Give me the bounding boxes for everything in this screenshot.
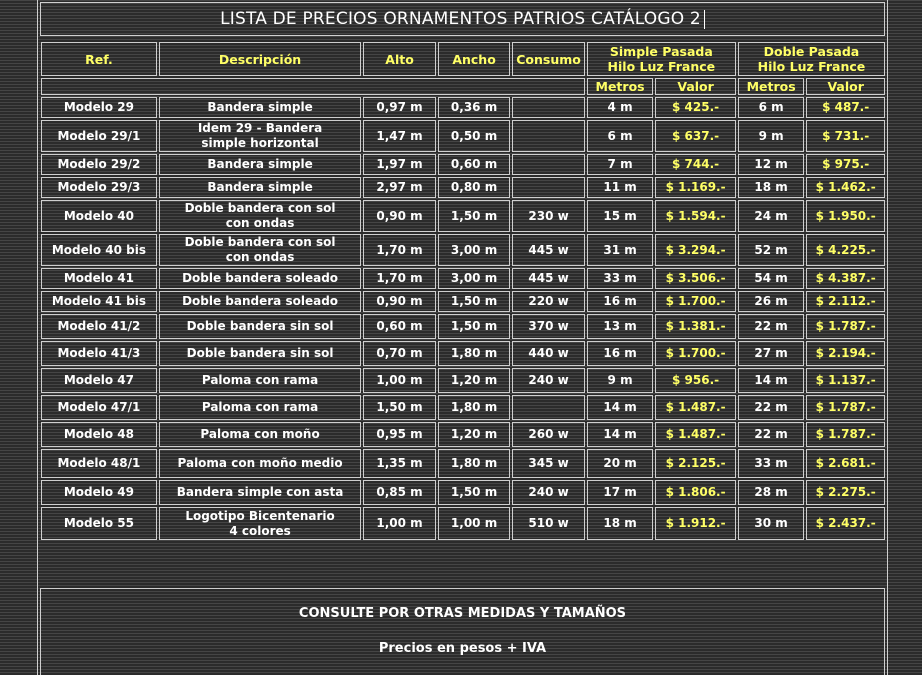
header-row — [41, 42, 885, 76]
cell-simple-metros: 9 m — [587, 368, 653, 393]
table-row — [41, 200, 885, 232]
cell-descripcion — [159, 395, 361, 420]
cell-consumo: 445 w — [512, 234, 585, 266]
table-row — [41, 177, 885, 198]
cell-doble-valor: $ 1.950.- — [806, 200, 885, 232]
cell-doble-valor: $ 2.437.- — [806, 507, 885, 540]
description-line: con ondas — [225, 216, 295, 230]
cell-descripcion — [159, 154, 361, 175]
subheader-row — [41, 78, 885, 95]
header-doble-valor: Valor — [806, 78, 885, 95]
cell-consumo: 370 w — [512, 314, 585, 339]
description-line: Doble bandera sin sol — [186, 319, 334, 333]
table-row — [41, 341, 885, 366]
cell-doble-metros: 9 m — [738, 120, 804, 152]
cell-descripcion — [159, 234, 361, 266]
cell-doble-valor: $ 731.- — [806, 120, 885, 152]
cell-doble-valor: $ 1.787.- — [806, 395, 885, 420]
description-line: Paloma con moño medio — [177, 456, 343, 470]
table-row — [41, 395, 885, 420]
cell-doble-metros: 18 m — [738, 177, 804, 198]
header-descripcion: Descripción — [159, 42, 361, 76]
cell-consumo: 240 w — [512, 368, 585, 393]
cell-simple-valor: $ 425.- — [655, 97, 736, 118]
cell-consumo — [512, 154, 585, 175]
cell-alto: 1,00 m — [363, 368, 436, 393]
cell-simple-valor: $ 3.506.- — [655, 268, 736, 289]
cell-simple-valor: $ 637.- — [655, 120, 736, 152]
cell-ref: Modelo 55 — [41, 507, 157, 540]
table-row — [41, 507, 885, 540]
cell-alto: 1,70 m — [363, 268, 436, 289]
cell-ref: Modelo 29/2 — [41, 154, 157, 175]
cell-doble-metros: 27 m — [738, 341, 804, 366]
cell-ancho: 1,80 m — [438, 395, 511, 420]
cell-descripcion — [159, 314, 361, 339]
header-doble-metros: Metros — [738, 78, 804, 95]
description-line: Doble bandera sin sol — [186, 346, 334, 360]
cell-simple-valor: $ 1.700.- — [655, 291, 736, 312]
cell-ref: Modelo 47/1 — [41, 395, 157, 420]
cell-alto: 1,50 m — [363, 395, 436, 420]
cell-simple-metros: 20 m — [587, 449, 653, 478]
footer-box — [40, 588, 885, 675]
footer-precios: Precios en pesos + IVA — [378, 641, 547, 656]
cell-ancho: 1,00 m — [438, 507, 511, 540]
left-edge-line — [37, 0, 38, 675]
cell-descripcion — [159, 368, 361, 393]
description-line: Bandera simple — [207, 157, 313, 171]
cell-ref: Modelo 41 bis — [41, 291, 157, 312]
header-ref: Ref. — [41, 42, 157, 76]
cell-simple-metros: 16 m — [587, 341, 653, 366]
cell-simple-valor: $ 1.700.- — [655, 341, 736, 366]
cell-descripcion — [159, 200, 361, 232]
cell-doble-valor: $ 2.275.- — [806, 480, 885, 505]
cell-doble-metros: 22 m — [738, 395, 804, 420]
cell-consumo: 345 w — [512, 449, 585, 478]
cell-doble-metros: 28 m — [738, 480, 804, 505]
description-line: Paloma con rama — [201, 400, 319, 414]
cell-consumo: 260 w — [512, 422, 585, 447]
cell-simple-valor: $ 1.487.- — [655, 422, 736, 447]
cell-ref: Modelo 48 — [41, 422, 157, 447]
description-line: Bandera simple — [207, 100, 313, 114]
cell-simple-valor: $ 1.487.- — [655, 395, 736, 420]
cell-ref: Modelo 40 — [41, 200, 157, 232]
header-simple-metros: Metros — [587, 78, 653, 95]
right-edge-line — [887, 0, 888, 675]
cell-ref: Modelo 49 — [41, 480, 157, 505]
cell-doble-valor: $ 4.387.- — [806, 268, 885, 289]
cell-simple-metros: 18 m — [587, 507, 653, 540]
cell-simple-metros: 33 m — [587, 268, 653, 289]
cell-simple-metros: 15 m — [587, 200, 653, 232]
table-row — [41, 234, 885, 266]
cell-simple-valor: $ 1.381.- — [655, 314, 736, 339]
table-row — [41, 154, 885, 175]
text-caret — [704, 10, 705, 29]
cell-ref: Modelo 41/2 — [41, 314, 157, 339]
cell-simple-metros: 17 m — [587, 480, 653, 505]
cell-doble-metros: 22 m — [738, 422, 804, 447]
price-table — [39, 40, 887, 542]
cell-descripcion — [159, 449, 361, 478]
table-row — [41, 314, 885, 339]
table-row — [41, 97, 885, 118]
cell-alto: 1,97 m — [363, 154, 436, 175]
description-line: Doble bandera con sol — [184, 235, 336, 249]
description-line: Doble bandera soleado — [182, 271, 339, 285]
header-simple-line2: Hilo Luz France — [607, 59, 716, 74]
table-row — [41, 368, 885, 393]
cell-simple-valor: $ 2.125.- — [655, 449, 736, 478]
cell-simple-metros: 31 m — [587, 234, 653, 266]
description-line: con ondas — [225, 250, 295, 264]
cell-consumo — [512, 120, 585, 152]
header-doble-pasada — [738, 42, 885, 76]
cell-doble-metros: 52 m — [738, 234, 804, 266]
cell-ref: Modelo 47 — [41, 368, 157, 393]
cell-doble-metros: 6 m — [738, 97, 804, 118]
cell-doble-valor: $ 2.194.- — [806, 341, 885, 366]
header-simple-valor: Valor — [655, 78, 736, 95]
cell-alto: 0,60 m — [363, 314, 436, 339]
cell-alto: 0,85 m — [363, 480, 436, 505]
page-title: LISTA DE PRECIOS ORNAMENTOS PATRIOS CATÁLOGO 2 — [220, 9, 701, 29]
cell-simple-metros: 6 m — [587, 120, 653, 152]
description-line: Paloma con moño — [200, 427, 320, 441]
table-row — [41, 422, 885, 447]
cell-doble-valor: $ 487.- — [806, 97, 885, 118]
cell-ref: Modelo 29/3 — [41, 177, 157, 198]
title-bar — [40, 2, 885, 36]
cell-consumo: 230 w — [512, 200, 585, 232]
cell-ancho: 0,60 m — [438, 154, 511, 175]
cell-alto: 2,97 m — [363, 177, 436, 198]
header-simple-line1: Simple Pasada — [609, 44, 713, 59]
cell-doble-valor: $ 1.462.- — [806, 177, 885, 198]
cell-alto: 0,70 m — [363, 341, 436, 366]
cell-ref: Modelo 41 — [41, 268, 157, 289]
cell-doble-metros: 22 m — [738, 314, 804, 339]
description-line: simple horizontal — [201, 136, 319, 150]
cell-doble-valor: $ 1.787.- — [806, 314, 885, 339]
cell-descripcion — [159, 422, 361, 447]
cell-alto: 0,90 m — [363, 291, 436, 312]
cell-ancho: 1,50 m — [438, 200, 511, 232]
cell-simple-metros: 16 m — [587, 291, 653, 312]
description-line: Bandera simple con asta — [176, 485, 344, 499]
cell-doble-valor: $ 1.137.- — [806, 368, 885, 393]
table-row — [41, 291, 885, 312]
cell-ancho: 1,20 m — [438, 422, 511, 447]
cell-alto: 1,35 m — [363, 449, 436, 478]
cell-doble-metros: 12 m — [738, 154, 804, 175]
cell-doble-metros: 24 m — [738, 200, 804, 232]
cell-descripcion — [159, 480, 361, 505]
description-line: Idem 29 - Bandera — [197, 121, 323, 135]
cell-consumo — [512, 97, 585, 118]
cell-doble-metros: 33 m — [738, 449, 804, 478]
cell-simple-valor: $ 744.- — [655, 154, 736, 175]
cell-ancho: 3,00 m — [438, 268, 511, 289]
cell-doble-valor: $ 2.112.- — [806, 291, 885, 312]
cell-simple-valor: $ 1.594.- — [655, 200, 736, 232]
description-line: 4 colores — [229, 523, 291, 538]
description-line: Bandera simple — [207, 180, 313, 194]
cell-alto: 1,00 m — [363, 507, 436, 540]
cell-simple-metros: 11 m — [587, 177, 653, 198]
cell-doble-valor: $ 2.681.- — [806, 449, 885, 478]
description-line: Paloma con rama — [201, 373, 319, 387]
cell-ancho: 1,20 m — [438, 368, 511, 393]
header-simple-pasada — [587, 42, 736, 76]
cell-simple-metros: 7 m — [587, 154, 653, 175]
cell-consumo: 445 w — [512, 268, 585, 289]
cell-ancho: 1,80 m — [438, 449, 511, 478]
cell-doble-metros: 30 m — [738, 507, 804, 540]
cell-ref: Modelo 48/1 — [41, 449, 157, 478]
cell-ref: Modelo 41/3 — [41, 341, 157, 366]
cell-ref: Modelo 29 — [41, 97, 157, 118]
cell-descripcion — [159, 341, 361, 366]
cell-descripcion — [159, 97, 361, 118]
cell-alto: 0,95 m — [363, 422, 436, 447]
cell-doble-valor: $ 1.787.- — [806, 422, 885, 447]
cell-consumo: 220 w — [512, 291, 585, 312]
cell-simple-metros: 4 m — [587, 97, 653, 118]
cell-doble-valor: $ 4.225.- — [806, 234, 885, 266]
header-consumo: Consumo — [512, 42, 585, 76]
cell-consumo: 440 w — [512, 341, 585, 366]
cell-ref: Modelo 40 bis — [41, 234, 157, 266]
cell-simple-metros: 13 m — [587, 314, 653, 339]
cell-descripcion — [159, 268, 361, 289]
cell-ref: Modelo 29/1 — [41, 120, 157, 152]
cell-simple-valor: $ 1.806.- — [655, 480, 736, 505]
price-table-body — [41, 97, 885, 540]
header-doble-line2: Hilo Luz France — [757, 59, 866, 74]
table-row — [41, 268, 885, 289]
cell-ancho: 3,00 m — [438, 234, 511, 266]
cell-simple-metros: 14 m — [587, 395, 653, 420]
table-row — [41, 120, 885, 152]
cell-consumo — [512, 177, 585, 198]
cell-doble-metros: 14 m — [738, 368, 804, 393]
table-row — [41, 480, 885, 505]
header-alto: Alto — [363, 42, 436, 76]
cell-simple-valor: $ 1.912.- — [655, 507, 736, 540]
cell-descripcion — [159, 120, 361, 152]
cell-descripcion — [159, 291, 361, 312]
cell-alto: 0,90 m — [363, 200, 436, 232]
cell-consumo: 240 w — [512, 480, 585, 505]
cell-simple-valor: $ 1.169.- — [655, 177, 736, 198]
description-line: Doble bandera con sol — [184, 201, 336, 215]
cell-ancho: 0,36 m — [438, 97, 511, 118]
cell-alto: 1,47 m — [363, 120, 436, 152]
table-row — [41, 449, 885, 478]
cell-ancho: 0,50 m — [438, 120, 511, 152]
cell-ancho: 1,80 m — [438, 341, 511, 366]
cell-descripcion — [159, 507, 361, 540]
footer-consulte: CONSULTE POR OTRAS MEDIDAS Y TAMAÑOS — [298, 606, 627, 621]
cell-consumo: 510 w — [512, 507, 585, 540]
description-line: Doble bandera soleado — [182, 294, 339, 308]
cell-descripcion — [159, 177, 361, 198]
cell-doble-metros: 54 m — [738, 268, 804, 289]
cell-simple-valor: $ 3.294.- — [655, 234, 736, 266]
header-doble-line1: Doble Pasada — [763, 44, 860, 59]
cell-doble-valor: $ 975.- — [806, 154, 885, 175]
cell-ancho: 1,50 m — [438, 291, 511, 312]
cell-doble-metros: 26 m — [738, 291, 804, 312]
cell-consumo — [512, 395, 585, 420]
subheader-blank — [41, 78, 585, 95]
cell-ancho: 0,80 m — [438, 177, 511, 198]
cell-ancho: 1,50 m — [438, 480, 511, 505]
cell-simple-metros: 14 m — [587, 422, 653, 447]
header-ancho: Ancho — [438, 42, 511, 76]
cell-alto: 0,97 m — [363, 97, 436, 118]
cell-alto: 1,70 m — [363, 234, 436, 266]
cell-ancho: 1,50 m — [438, 314, 511, 339]
description-line: Logotipo Bicentenario — [185, 508, 335, 523]
cell-simple-valor: $ 956.- — [655, 368, 736, 393]
